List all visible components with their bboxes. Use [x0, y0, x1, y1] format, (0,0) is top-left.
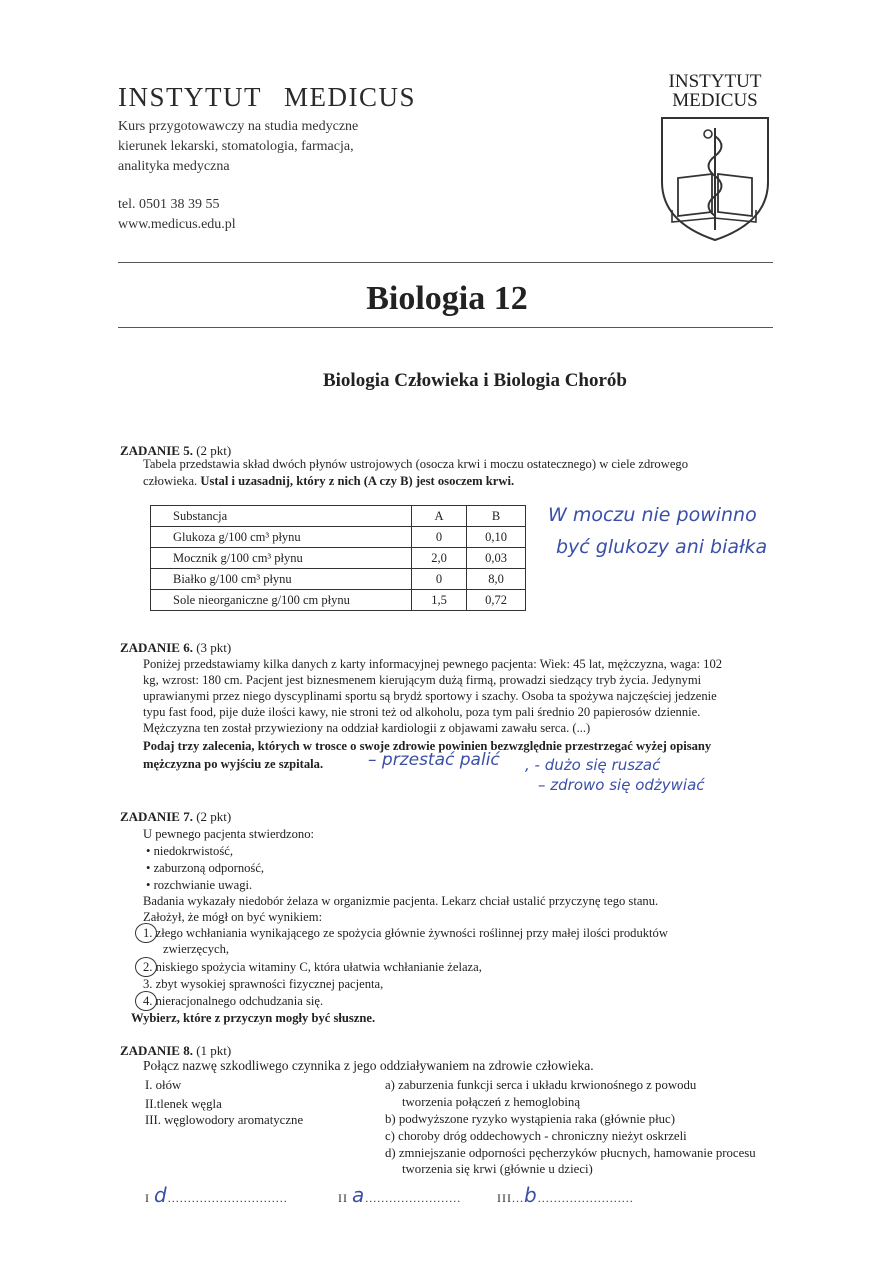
handwritten-answer-5-line-1: W moczu nie powinno — [548, 504, 757, 526]
table-header: A — [412, 506, 467, 527]
handwritten-answer-8-3: b — [524, 1183, 538, 1207]
task6-heading: ZADANIE 6. (3 pkt) — [120, 640, 232, 655]
table-cell: Glukoza g/100 cm³ płynu — [151, 527, 412, 548]
task7-question: Wybierz, które z przyczyn mogły być słuszne. — [131, 1011, 376, 1025]
medical-emblem-icon — [656, 112, 774, 244]
list-item: 3. zbyt wysokiej sprawności fizycznej pacjenta, — [143, 977, 384, 991]
task7-intro: U pewnego pacjenta stwierdzono: — [143, 827, 315, 841]
table-cell: 0,10 — [467, 527, 526, 548]
bottom-rule — [118, 327, 773, 328]
factor-item: I. ołów — [145, 1078, 182, 1092]
task6-text-3: uprawianymi przez niego dyscyplinami sportu są brydż sportowy i szachy. Osoba ta spożywa najczęściej jedzenie — [143, 689, 717, 703]
effect-item: a) zaburzenia funkcji serca i układu krwionośnego z powodu — [385, 1078, 697, 1092]
task7-text-2: Założył, że mógł on być wynikiem: — [143, 910, 323, 924]
list-item: zwierzęcych, — [163, 942, 230, 956]
effect-item: d) zmniejszanie odporności pęcherzyków płucnych, hamowanie procesu — [385, 1146, 756, 1160]
list-item: • rozchwianie uwagi. — [146, 878, 253, 892]
handwritten-answer-6-line-1: – przestać palić — [368, 750, 500, 770]
table-cell: 1,5 — [412, 590, 467, 611]
task8-intro: Połącz nazwę szkodliwego czynnika z jego oddziaływaniem na zdrowie człowieka. — [143, 1058, 594, 1073]
task6-question-1: Podaj trzy zalecenia, których w trosce o swoje zdrowie powinien bezwzględnie przestrzegać wyżej opisany — [143, 739, 712, 753]
list-item: 2. niskiego spożycia witaminy C, która ułatwia wchłanianie żelaza, — [143, 960, 482, 974]
effect-item: tworzenia się krwi (głównie u dzieci) — [402, 1162, 593, 1176]
task6-text-4: typu fast food, pije duże ilości kawy, nie stroni też od alkoholu, poza tym pali średnio 20 papierosów dziennie. — [143, 705, 701, 719]
table-header: B — [467, 506, 526, 527]
handwritten-answer-6-line-2: , - dużo się ruszać — [525, 756, 661, 774]
table-header-row — [151, 506, 526, 527]
logo-text: INSTYTUT MEDICUS — [668, 71, 762, 111]
section-title: Biologia Człowieka i Biologia Chorób — [322, 370, 628, 391]
table-row — [151, 548, 526, 569]
handwritten-answer-8-2: a — [352, 1183, 366, 1207]
task6-question-2: mężczyzna po wyjściu ze szpitala. — [143, 757, 324, 771]
phone: tel. 0501 38 39 55 — [118, 197, 220, 212]
handwritten-answer-5-line-2: być glukozy ani białka — [556, 536, 768, 558]
table-cell: 0,72 — [467, 590, 526, 611]
factor-item: III. węglowodory aromatyczne — [145, 1113, 304, 1127]
table-cell: Mocznik g/100 cm³ płynu — [151, 548, 412, 569]
institute-name: INSTYTUT MEDICUS — [118, 82, 416, 112]
task6-text-2: kg, wzrost: 180 cm. Pacjent jest biznesmenem kierującym dużą firmą, prowadzi siedzący tryb życia. Jedynymi — [143, 673, 702, 687]
task6-text-1: Poniżej przedstawiamy kilka danych z karty informacyjnej pewnego pacjenta: Wiek: 45 lat, mężczyzna, waga: 102 — [143, 657, 723, 671]
table-cell: 0 — [412, 527, 467, 548]
table-header: Substancja — [151, 506, 412, 527]
course-line-3: analityka medyczna — [118, 159, 230, 174]
handwritten-answer-8-1: d — [154, 1183, 168, 1207]
page-title: Biologia 12 — [366, 280, 528, 317]
effect-item: b) podwyższone ryzyko wystąpienia raka (głównie płuc) — [385, 1112, 675, 1126]
table-row — [151, 569, 526, 590]
circle-mark-2 — [135, 957, 157, 977]
task7-heading: ZADANIE 7. (2 pkt) — [120, 809, 232, 824]
task8-heading: ZADANIE 8. (1 pkt) — [120, 1043, 232, 1058]
top-rule — [118, 262, 773, 263]
list-item: • zaburzoną odporność, — [146, 861, 265, 875]
answer-slot-3[interactable]: III...b........................ — [497, 1183, 634, 1207]
table-row — [151, 590, 526, 611]
answer-slot-2[interactable]: II a........................ — [338, 1183, 462, 1207]
table-cell: Białko g/100 cm³ płynu — [151, 569, 412, 590]
task7-text-1: Badania wykazały niedobór żelaza w organizmie pacjenta. Lekarz chciał ustalić przyczynę tego stanu. — [143, 894, 659, 908]
effect-item: tworzenia połączeń z hemoglobiną — [402, 1095, 581, 1109]
list-item: 4. nieracjonalnego odchudzania się. — [143, 994, 324, 1008]
table-cell: 0 — [412, 569, 467, 590]
list-item: • niedokrwistość, — [146, 844, 233, 858]
course-line-1: Kurs przygotowawczy na studia medyczne — [118, 119, 359, 134]
effect-item: c) choroby dróg oddechowych - chroniczny nieżyt oskrzeli — [385, 1129, 687, 1143]
task5-heading: ZADANIE 5. (2 pkt) — [120, 443, 232, 458]
handwritten-answer-6-line-3: – zdrowo się odżywiać — [538, 776, 705, 794]
list-item: 1. złego wchłaniania wynikającego ze spożycia głównie żywności roślinnej przy małej ilości produktów — [143, 926, 668, 940]
factor-item: II.tlenek węgla — [145, 1097, 222, 1111]
composition-table — [150, 505, 526, 611]
table-cell: 8,0 — [467, 569, 526, 590]
table-row — [151, 527, 526, 548]
answer-slot-1[interactable]: I d.............................. — [145, 1183, 288, 1207]
table-cell: 2,0 — [412, 548, 467, 569]
course-line-2: kierunek lekarski, stomatologia, farmacja, — [118, 139, 354, 154]
task5-text-1: Tabela przedstawia skład dwóch płynów ustrojowych (osocza krwi i moczu ostatecznego) w ciele zdrowego — [143, 457, 689, 471]
task6-text-5: Mężczyzna ten został przywieziony na oddział kardiologii z objawami zawału serca. (...) — [143, 721, 591, 735]
circle-mark-4 — [135, 991, 157, 1011]
table-cell: Sole nieorganiczne g/100 cm płynu — [151, 590, 412, 611]
table-cell: 0,03 — [467, 548, 526, 569]
task5-text-2: człowieka. Ustal i uzasadnij, który z nich (A czy B) jest osoczem krwi. — [143, 474, 515, 488]
circle-mark-1 — [135, 923, 157, 943]
website: www.medicus.edu.pl — [118, 217, 236, 232]
